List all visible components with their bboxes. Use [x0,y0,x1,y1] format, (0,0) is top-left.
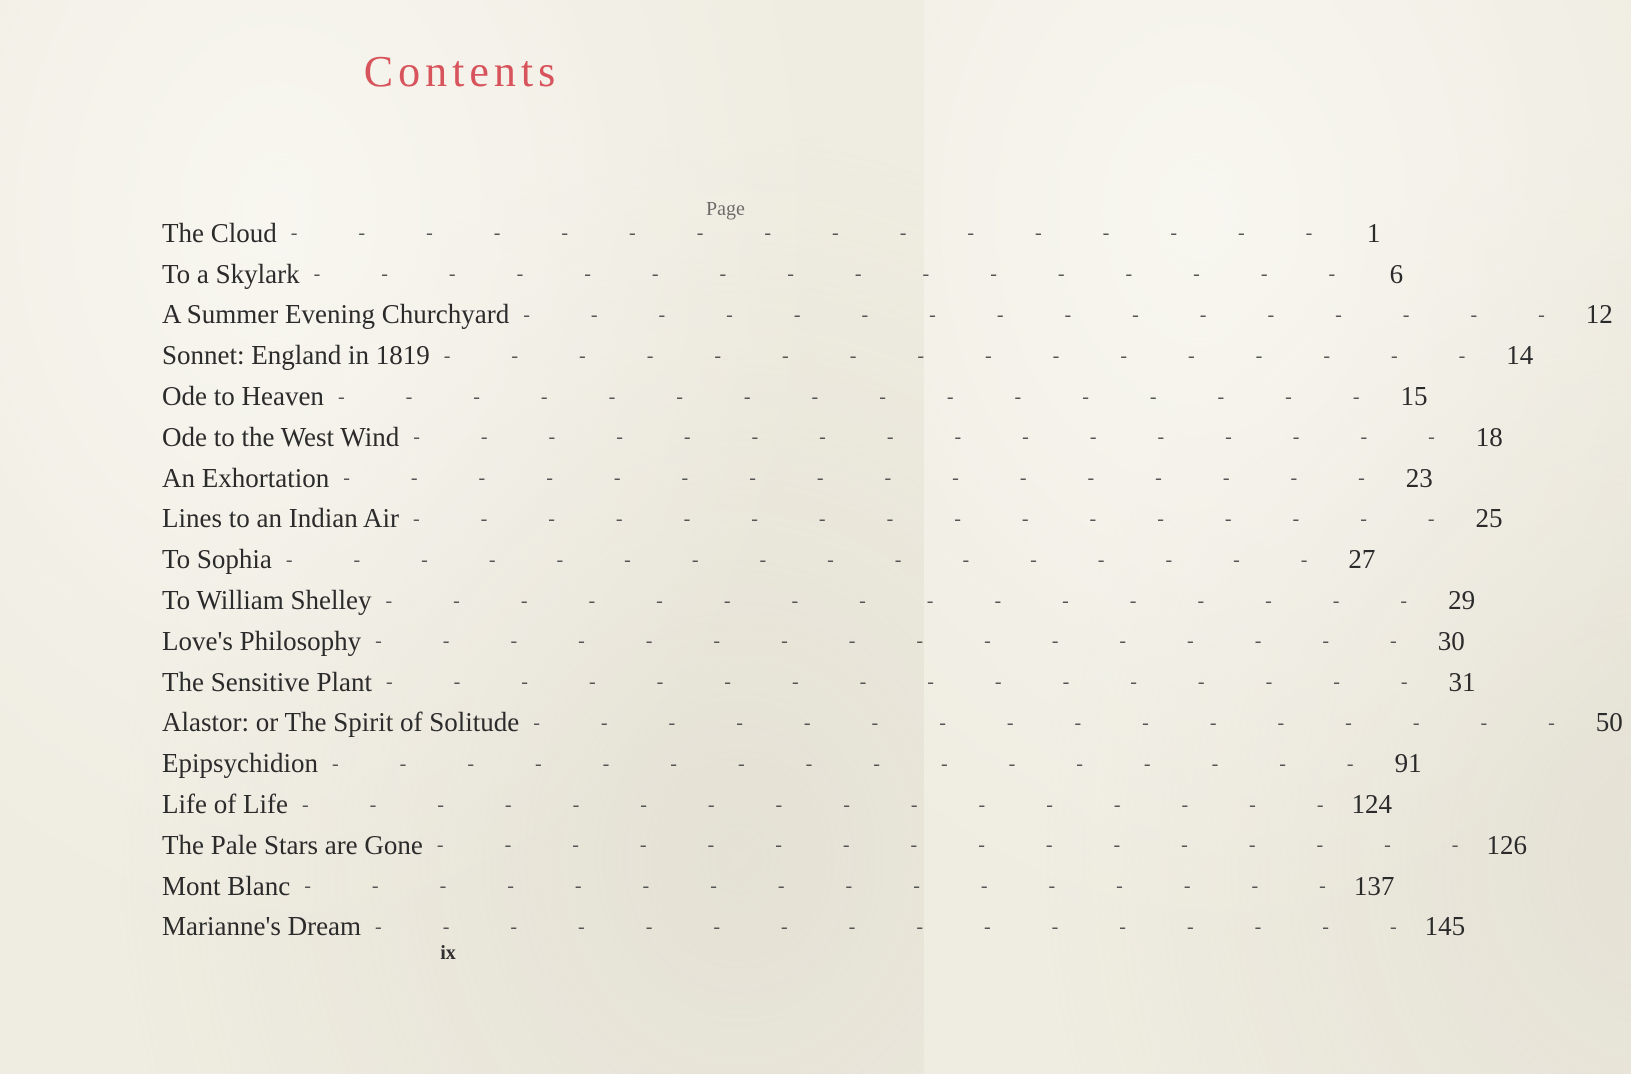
toc-entry [162,662,1476,703]
entry-page-number: 6 [1389,258,1404,289]
dot-leader: - - - - - - - - - - - - - - - - [412,507,1463,530]
dot-leader: - - - - - - - - - - - - - - - - [332,752,1382,775]
entry-page-number: 126 [1486,829,1527,860]
entry-title: Lines to an Indian Air [162,503,399,534]
dot-leader: - - - - - - - - - - - - - - - - [385,589,1436,612]
toc-entry [162,703,1623,744]
toc-entry [162,376,1428,417]
entry-page-number: 25 [1475,503,1503,534]
toc-entry [162,417,1503,458]
entry-title: Love's Philosophy [162,625,362,656]
toc-entry [162,213,1381,254]
entry-title: The Cloud [162,217,277,248]
toc-entry [162,743,1422,784]
entry-title: To Sophia [162,544,272,575]
dot-leader: - - - - - - - - - - - - - - - - [313,263,1364,286]
dot-leader: - - - - - - - - - - - - - - - - [523,303,1573,326]
page-folio: ix [440,942,456,964]
toc-entry [162,825,1527,866]
dot-leader: - - - - - - - - - - - - - - - - [443,344,1494,367]
entry-page-number: 124 [1351,789,1392,820]
entry-title: Ode to the West Wind [162,421,400,452]
entry-page-number: 23 [1405,462,1433,493]
toc-entry [162,254,1404,295]
toc-entry [162,866,1395,907]
toc-entry [162,621,1465,662]
dot-leader: - - - - - - - - - - - - - - - - [285,548,1336,571]
dot-leader: - - - - - - - - - - - - - - - - [343,467,1393,490]
dot-leader: - - - - - - - - - - - - - - - - [375,630,1425,653]
entry-title: Life of Life [162,789,288,820]
entry-page-number: 137 [1353,870,1395,901]
entry-title: To William Shelley [162,585,372,616]
entry-page-number: 12 [1585,299,1613,330]
entry-title: To a Skylark [162,258,300,289]
entry-page-number: 1 [1366,217,1381,248]
entry-page-number: 29 [1448,585,1476,616]
entry-title: Ode to Heaven [162,381,324,412]
toc-entry [162,335,1534,376]
entry-page-number: 145 [1424,911,1466,942]
dot-leader: - - - - - - - - - - - - - - - - [304,875,1354,898]
page-column-header: Page [706,198,745,220]
entry-page-number: 27 [1348,544,1376,575]
page-title: Contents [363,47,561,96]
toc-entry [162,539,1376,580]
entry-page-number: 18 [1475,421,1503,452]
entry-page-number: 30 [1437,625,1465,656]
entry-title: The Sensitive Plant [162,666,372,697]
toc-entry [162,295,1613,336]
toc-entry [162,580,1476,621]
entry-page-number: 50 [1595,707,1623,738]
entry-title: An Exhortation [162,462,330,493]
dot-leader: - - - - - - - - - - - - - - - - [533,711,1583,734]
entry-title: Sonnet: England in 1819 [162,340,430,371]
table-of-contents [162,213,1623,947]
entry-title: The Pale Stars are Gone [162,829,423,860]
entry-title: Marianne's Dream [162,911,362,942]
dot-leader: - - - - - - - - - - - - - - - - [301,793,1352,816]
entry-page-number: 15 [1400,381,1428,412]
entry-page-number: 14 [1506,340,1534,371]
dot-leader: - - - - - - - - - - - - - - - - [436,834,1487,857]
entry-title: Alastor: or The Spirit of Solitude [162,707,520,738]
entry-page-number: 91 [1394,748,1422,779]
dot-leader: - - - - - - - - - - - - - - - - [413,426,1463,449]
dot-leader: - - - - - - - - - - - - - - - - [337,385,1388,408]
dot-leader: - - - - - - - - - - - - - - - - [290,222,1341,245]
dot-leader: - - - - - - - - - - - - - - - - [375,915,1425,938]
entry-title: Epipsychidion [162,748,318,779]
toc-entry [162,784,1392,825]
toc-entry [162,499,1503,540]
entry-title: A Summer Evening Churchyard [162,299,510,330]
entry-title: Mont Blanc [162,870,291,901]
dot-leader: - - - - - - - - - - - - - - - - [385,671,1436,694]
entry-page-number: 31 [1448,666,1476,697]
toc-entry [162,458,1433,499]
